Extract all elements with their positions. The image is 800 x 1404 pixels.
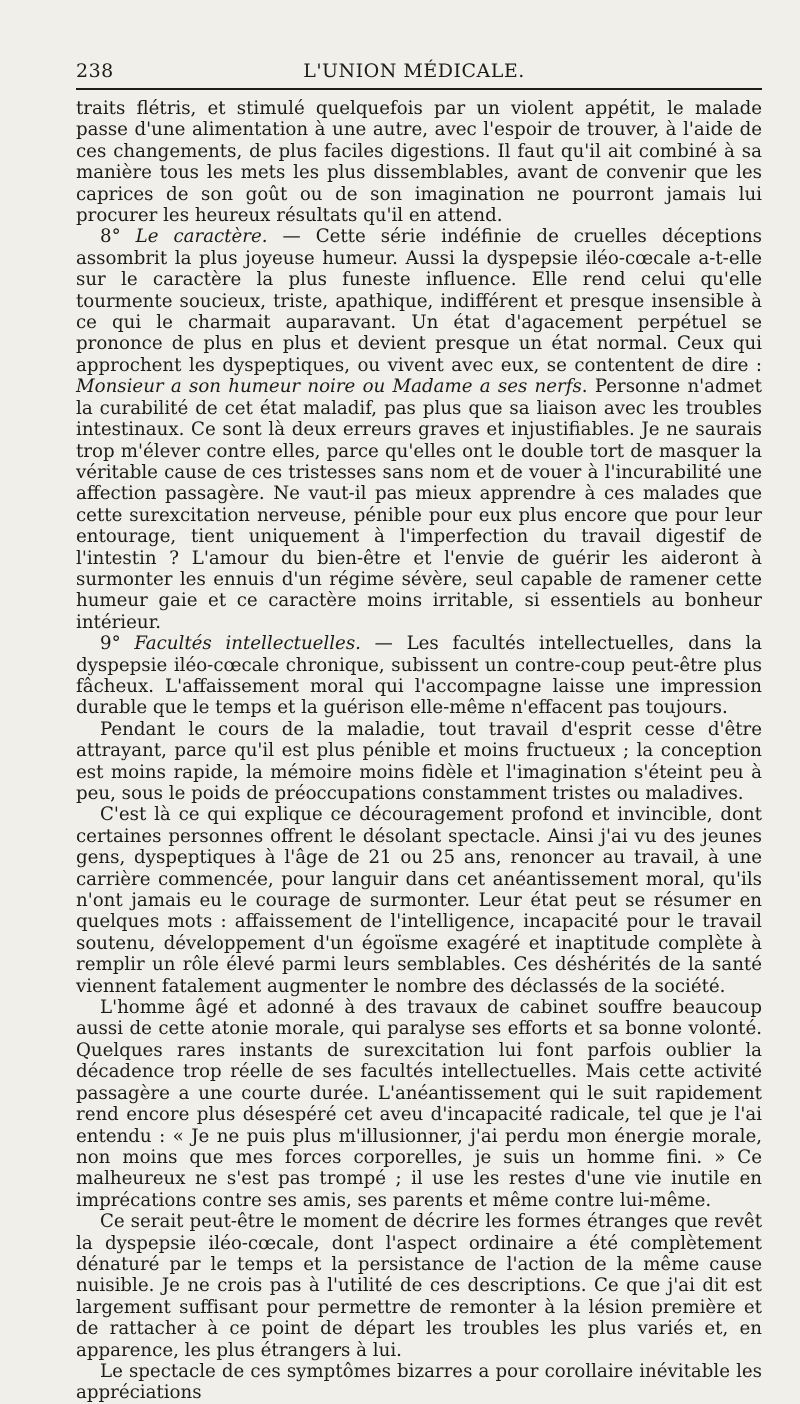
running-head <box>76 60 762 82</box>
paragraph-text: . Personne n'admet la curabilité de cet état maladif, pas plus que sa liaison avec les troubles intestinaux. Ce sont là deux erreurs graves et injustifiables. Je ne saurais trop m'élever contre elles, parce qu'elles ont le double tort de masquer la véritable cause de ces tristesses sans nom et de vouer à l'incurabilité une affection passagère. Ne vaut-il pas mieux apprendre à ces malades que cette surexcitation nerveuse, pénible pour eux plus encore que pour leur entourage, tient uniquement à l'imperfection du travail digestif de l'intestin ? L'amour du bien-être et l'envie de guérir les aideront à surmonter les ennuis d'un régime sévère, seul capable de ramener cette humeur gaie et ce caractère moins irritable, si essentiels au bonheur intérieur. <box>76 376 762 633</box>
section-number: 8° <box>100 226 121 248</box>
section-title: Facultés intellectuelles. <box>134 633 361 655</box>
paragraph: C'est là ce qui explique ce découragement profond et invincible, dont certaines personnes offrent le désolant spectacle. Ainsi j'ai vu des jeunes gens, dyspeptiques à l'âge de 21 ou 25 ans, renoncer au travail, à une carrière commencée, pour languir dans cet anéantissement moral, qu'ils n'ont jamais eu le courage de surmonter. Leur état peut se résumer en quelques mots : affaissement de l'intelligence, incapacité pour le travail soutenu, développement d'un égoïsme exagéré et inaptitude complète à remplir un rôle élevé parmi leurs semblables. Ces déshérités de la santé viennent fatalement augmenter le nombre des déclassés de la société. <box>76 804 762 997</box>
header-rule <box>76 88 762 90</box>
paragraph: Pendant le cours de la maladie, tout travail d'esprit cesse d'être attrayant, parce qu'il est plus pénible et moins fructueux ; la conception est moins rapide, la mémoire moins fidèle et l'imagination s'éteint peu à peu, sous le poids de préoccupations constamment tristes ou maladives. <box>76 718 762 804</box>
paragraph: L'homme âgé et adonné à des travaux de cabinet souffre beaucoup aussi de cette atonie morale, qui paralyse ses efforts et sa bonne volonté. Quelques rares instants de surexcitation lui font parfois oublier la décadence trop réelle de ses facultés intellectuelles. Mais cette activité passagère a une courte durée. L'anéantissement qui le suit rapidement rend encore plus désespéré cet aveu d'incapacité radicale, tel que je l'ai entendu : « Je ne puis plus m'illusionner, j'ai perdu mon énergie morale, non moins que mes forces corporelles, je suis un homme fini. » Ce malheureux ne s'est pas trompé ; il use les restes d'une vie inutile en imprécations contre ses amis, ses parents et même contre lui-même. <box>76 997 762 1211</box>
paragraph-text: — Les facultés intellectuelles, dans la dyspepsie iléo-cœcale chronique, subissent un contre-coup peut-être plus fâcheux. L'affaissement moral qui l'accompagne laisse une impression durable que le temps et la guérison elle-même n'effacent pas toujours. <box>76 633 762 719</box>
section-title: Le caractère. <box>135 226 268 248</box>
paragraph: Ce serait peut-être le moment de décrire les formes étranges que revêt la dyspepsie iléo-cœcale, dont l'aspect ordinaire a été complètement dénaturé par le temps et la persistance de l'action de la même cause nuisible. Je ne crois pas à l'utilité de ces descriptions. Ce que j'ai dit est largement suffisant pour permettre de remonter à la lésion première et de rattacher à ce point de départ les troubles les plus variés et, en apparence, les plus étrangers à lui. <box>76 1211 762 1361</box>
page-number: 238 <box>76 60 114 82</box>
paragraph-facultes <box>76 633 762 719</box>
paragraph-truncated: Le spectacle de ces symptômes bizarres a pour corollaire inévitable les appréciations <box>76 1360 762 1404</box>
section-number: 9° <box>100 633 121 655</box>
journal-title: L'UNION MÉDICALE. <box>303 60 525 82</box>
paragraph-text: — Cette série indéfinie de cruelles déceptions assombrit la plus joyeuse humeur. Aussi la dyspepsie iléo-cœcale a-t-elle sur le caractère la plus funeste influence. Elle rend celui qu'elle tourmente soucieux, triste, apathique, indifférent et presque insensible à ce qui le charmait auparavant. Un état d'agacement perpétuel se prononce de plus en plus et devient presque un état normal. Ceux qui approchent les dyspeptiques, ou vivent avec eux, se contentent de dire : <box>76 226 762 376</box>
quoted-saying: Monsieur a son humeur noire ou Madame a ses nerfs <box>76 376 582 398</box>
article-body <box>76 98 762 1404</box>
paragraph-continued: traits flétris, et stimulé quelquefois par un violent appétit, le malade passe d'une alimentation à une autre, avec l'espoir de trouver, à l'aide de ces changements, de plus faciles digestions. Il faut qu'il ait combiné à sa manière tous les mets les plus dissemblables, avant de convenir que les caprices de son goût ou de son imagination ne pourront jamais lui procurer les heureux résultats qu'il en attend. <box>76 98 762 227</box>
paragraph-caractere <box>76 226 762 633</box>
